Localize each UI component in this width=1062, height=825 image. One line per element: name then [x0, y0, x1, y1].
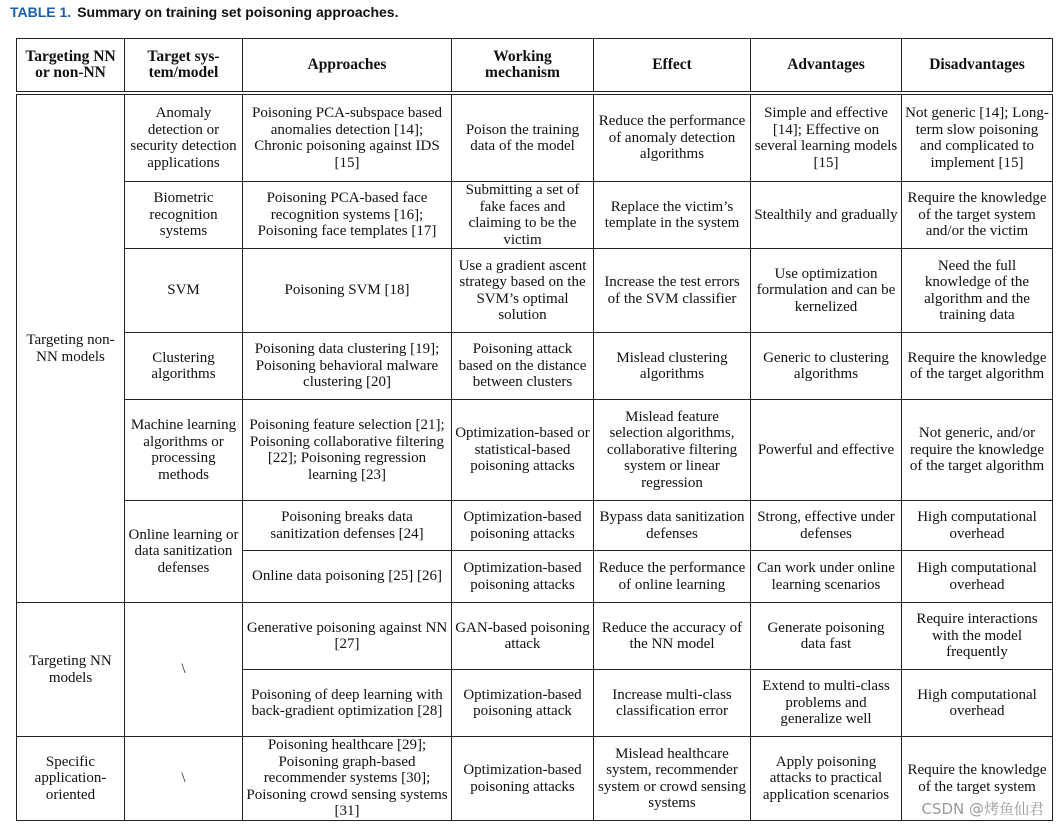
- header-targeting: Targeting NN or non-NN: [17, 39, 125, 92]
- target-biometric: Biometric recognition systems: [125, 182, 243, 249]
- advantages-cell: Powerful and effective: [751, 400, 902, 501]
- mechanism-cell: Optimization-based poisoning attacks: [452, 737, 594, 821]
- disadvantages-cell: High computational overhead: [902, 551, 1053, 603]
- advantages-cell: Use optimization formulation and can be kernelized: [751, 249, 902, 333]
- header-disadvantages: Disadvantages: [902, 39, 1053, 92]
- target-online-learning: Online learning or data sanitization defenses: [125, 501, 243, 603]
- header-advantages: Advantages: [751, 39, 902, 92]
- target-clustering: Clustering algorithms: [125, 333, 243, 400]
- group-specific-application: Specific application-oriented: [17, 737, 125, 821]
- mechanism-cell: Optimization-based poisoning attacks: [452, 551, 594, 603]
- disadvantages-cell: Require the knowledge of the target system and/or the victim: [902, 182, 1053, 249]
- approach-cell: Poisoning of deep learning with back-gradient optimization [28]: [243, 670, 452, 737]
- mechanism-cell: Optimization-based or statistical-based poisoning attacks: [452, 400, 594, 501]
- mechanism-cell: Optimization-based poisoning attacks: [452, 501, 594, 551]
- disadvantages-cell: High computational overhead: [902, 670, 1053, 737]
- advantages-cell: Strong, effective under defenses: [751, 501, 902, 551]
- group-targeting-nn: Targeting NN models: [17, 603, 125, 737]
- table-row: [17, 603, 1053, 670]
- approach-cell: Poisoning healthcare [29]; Poisoning graph-based recommender systems [30]; Poisoning crowd sensing systems [31]: [243, 737, 452, 821]
- table-row: [17, 400, 1053, 501]
- advantages-cell: Simple and effective [14]; Effective on several learning models [15]: [751, 95, 902, 182]
- effect-cell: Bypass data sanitization defenses: [594, 501, 751, 551]
- disadvantages-cell: Require interactions with the model frequently: [902, 603, 1053, 670]
- approach-cell: Poisoning PCA-based face recognition systems [16]; Poisoning face templates [17]: [243, 182, 452, 249]
- advantages-cell: Stealthily and gradually: [751, 182, 902, 249]
- disadvantages-cell: High computational overhead: [902, 501, 1053, 551]
- mechanism-cell: Use a gradient ascent strategy based on the SVM’s optimal solution: [452, 249, 594, 333]
- header-working-mechanism: Working mechanism: [452, 39, 594, 92]
- advantages-cell: Extend to multi-class problems and generalize well: [751, 670, 902, 737]
- table-caption: [10, 4, 398, 24]
- approach-cell: Poisoning feature selection [21]; Poisoning collaborative filtering [22]; Poisoning regression learning [23]: [243, 400, 452, 501]
- header-approaches: Approaches: [243, 39, 452, 92]
- table-caption-text: Summary on training set poisoning approaches.: [77, 4, 399, 20]
- approach-cell: Poisoning data clustering [19]; Poisoning behavioral malware clustering [20]: [243, 333, 452, 400]
- approach-cell: Generative poisoning against NN [27]: [243, 603, 452, 670]
- mechanism-cell: Optimization-based poisoning attack: [452, 670, 594, 737]
- disadvantages-cell: Not generic, and/or require the knowledge of the target algorithm: [902, 400, 1053, 501]
- target-svm: SVM: [125, 249, 243, 333]
- target-anomaly-detection: Anomaly detection or security detection applications: [125, 95, 243, 182]
- table-row: [17, 95, 1053, 182]
- header-row: [17, 39, 1053, 92]
- approach-cell: Online data poisoning [25] [26]: [243, 551, 452, 603]
- table-row: [17, 501, 1053, 551]
- effect-cell: Increase the test errors of the SVM classifier: [594, 249, 751, 333]
- mechanism-cell: Poisoning attack based on the distance between clusters: [452, 333, 594, 400]
- watermark: CSDN @烤鱼仙君: [921, 800, 1044, 818]
- effect-cell: Reduce the performance of online learning: [594, 551, 751, 603]
- effect-cell: Mislead clustering algorithms: [594, 333, 751, 400]
- target-specific-none: \: [125, 737, 243, 821]
- effect-cell: Increase multi-class classification error: [594, 670, 751, 737]
- disadvantages-cell: Need the full knowledge of the algorithm and the training data: [902, 249, 1053, 333]
- effect-cell: Reduce the accuracy of the NN model: [594, 603, 751, 670]
- effect-cell: Reduce the performance of anomaly detection algorithms: [594, 95, 751, 182]
- approach-cell: Poisoning SVM [18]: [243, 249, 452, 333]
- approach-cell: Poisoning PCA-subspace based anomalies detection [14]; Chronic poisoning against IDS [15]: [243, 95, 452, 182]
- mechanism-cell: GAN-based poisoning attack: [452, 603, 594, 670]
- approach-cell: Poisoning breaks data sanitization defenses [24]: [243, 501, 452, 551]
- advantages-cell: Generic to clustering algorithms: [751, 333, 902, 400]
- advantages-cell: Can work under online learning scenarios: [751, 551, 902, 603]
- table-row: [17, 249, 1053, 333]
- table-row: [17, 737, 1053, 821]
- mechanism-cell: Submitting a set of fake faces and claiming to be the victim: [452, 182, 594, 249]
- target-nn-none: \: [125, 603, 243, 737]
- advantages-cell: Generate poisoning data fast: [751, 603, 902, 670]
- advantages-cell: Apply poisoning attacks to practical application scenarios: [751, 737, 902, 821]
- table-row: [17, 182, 1053, 249]
- mechanism-cell: Poison the training data of the model: [452, 95, 594, 182]
- disadvantages-cell: Not generic [14]; Long-term slow poisoning and complicated to implement [15]: [902, 95, 1053, 182]
- target-machine-learning: Machine learning algorithms or processing methods: [125, 400, 243, 501]
- effect-cell: Mislead feature selection algorithms, collaborative filtering system or linear regression: [594, 400, 751, 501]
- header-target-system: Target sys-tem/model: [125, 39, 243, 92]
- header-effect: Effect: [594, 39, 751, 92]
- disadvantages-cell: Require the knowledge of the target system: [902, 737, 1053, 821]
- disadvantages-cell: Require the knowledge of the target algorithm: [902, 333, 1053, 400]
- group-targeting-non-nn: Targeting non-NN models: [17, 95, 125, 603]
- effect-cell: Mislead healthcare system, recommender system or crowd sensing systems: [594, 737, 751, 821]
- table-caption-label: TABLE 1.: [10, 4, 72, 20]
- poisoning-approaches-table: [16, 38, 1053, 821]
- effect-cell: Replace the victim’s template in the system: [594, 182, 751, 249]
- table-row: [17, 333, 1053, 400]
